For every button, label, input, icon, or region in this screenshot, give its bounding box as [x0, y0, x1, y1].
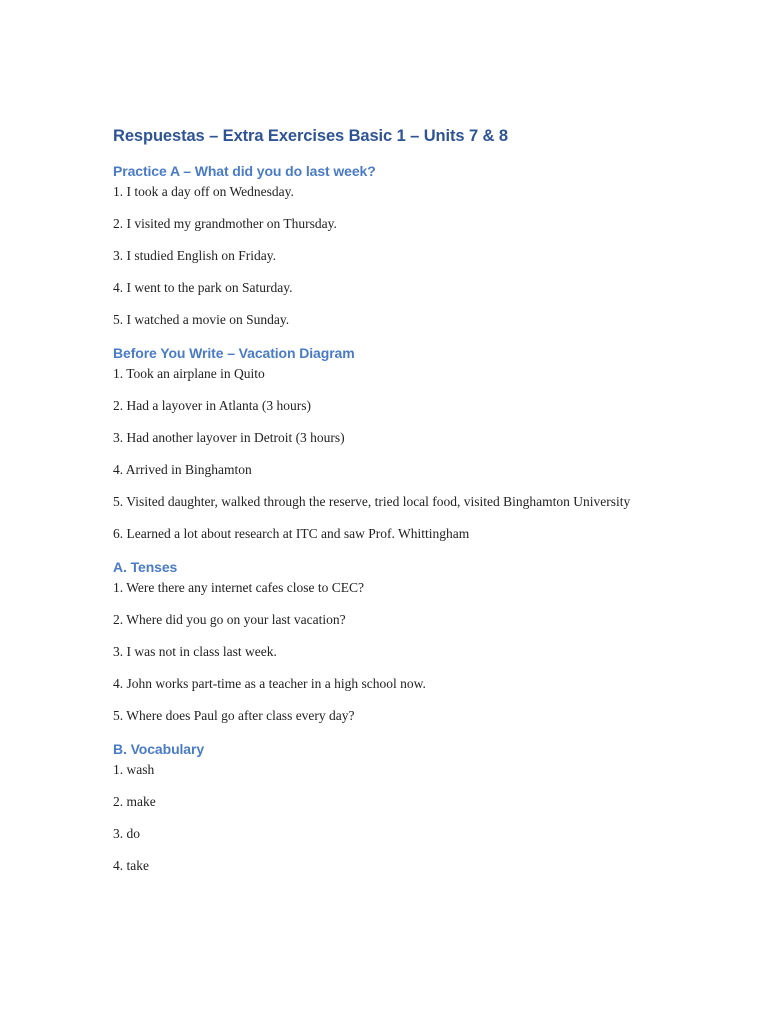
list-item: 6. Learned a lot about research at ITC and saw Prof. Whittingham	[113, 526, 470, 541]
section-heading-practice-a: Practice A – What did you do last week?	[113, 163, 376, 179]
document-page	[113, 124, 653, 876]
list-item: 4. John works part-time as a teacher in a high school now.	[113, 676, 426, 691]
title-spacer	[113, 148, 653, 160]
list-item: 1. Were there any internet cafes close to CEC?	[113, 580, 364, 595]
section-heading-tenses: A. Tenses	[113, 559, 178, 575]
list-item: 1. wash	[113, 762, 155, 777]
list-item: 2. Where did you go on your last vacation?	[113, 612, 346, 627]
list-item: 5. Where does Paul go after class every day?	[113, 708, 355, 723]
list-item: 4. take	[113, 858, 149, 873]
list-item: 3. I was not in class last week.	[113, 644, 277, 659]
list-item: 5. Visited daughter, walked through the reserve, tried local food, visited Binghamton University	[113, 494, 631, 509]
list-item: 3. Had another layover in Detroit (3 hours)	[113, 430, 345, 445]
section-heading-vacation-diagram: Before You Write – Vacation Diagram	[113, 345, 355, 361]
list-item: 2. Had a layover in Atlanta (3 hours)	[113, 398, 311, 413]
list-item: 4. Arrived in Binghamton	[113, 462, 252, 477]
list-item: 4. I went to the park on Saturday.	[113, 280, 293, 295]
list-item: 3. I studied English on Friday.	[113, 248, 276, 263]
list-item: 2. I visited my grandmother on Thursday.	[113, 216, 337, 231]
list-item: 1. Took an airplane in Quito	[113, 366, 265, 381]
list-item: 2. make	[113, 794, 156, 809]
list-item: 3. do	[113, 826, 140, 841]
document-title: Respuestas – Extra Exercises Basic 1 – Units 7 & 8	[113, 127, 508, 145]
list-item: 5. I watched a movie on Sunday.	[113, 312, 290, 327]
section-heading-vocabulary: B. Vocabulary	[113, 741, 205, 757]
list-item: 1. I took a day off on Wednesday.	[113, 184, 294, 199]
